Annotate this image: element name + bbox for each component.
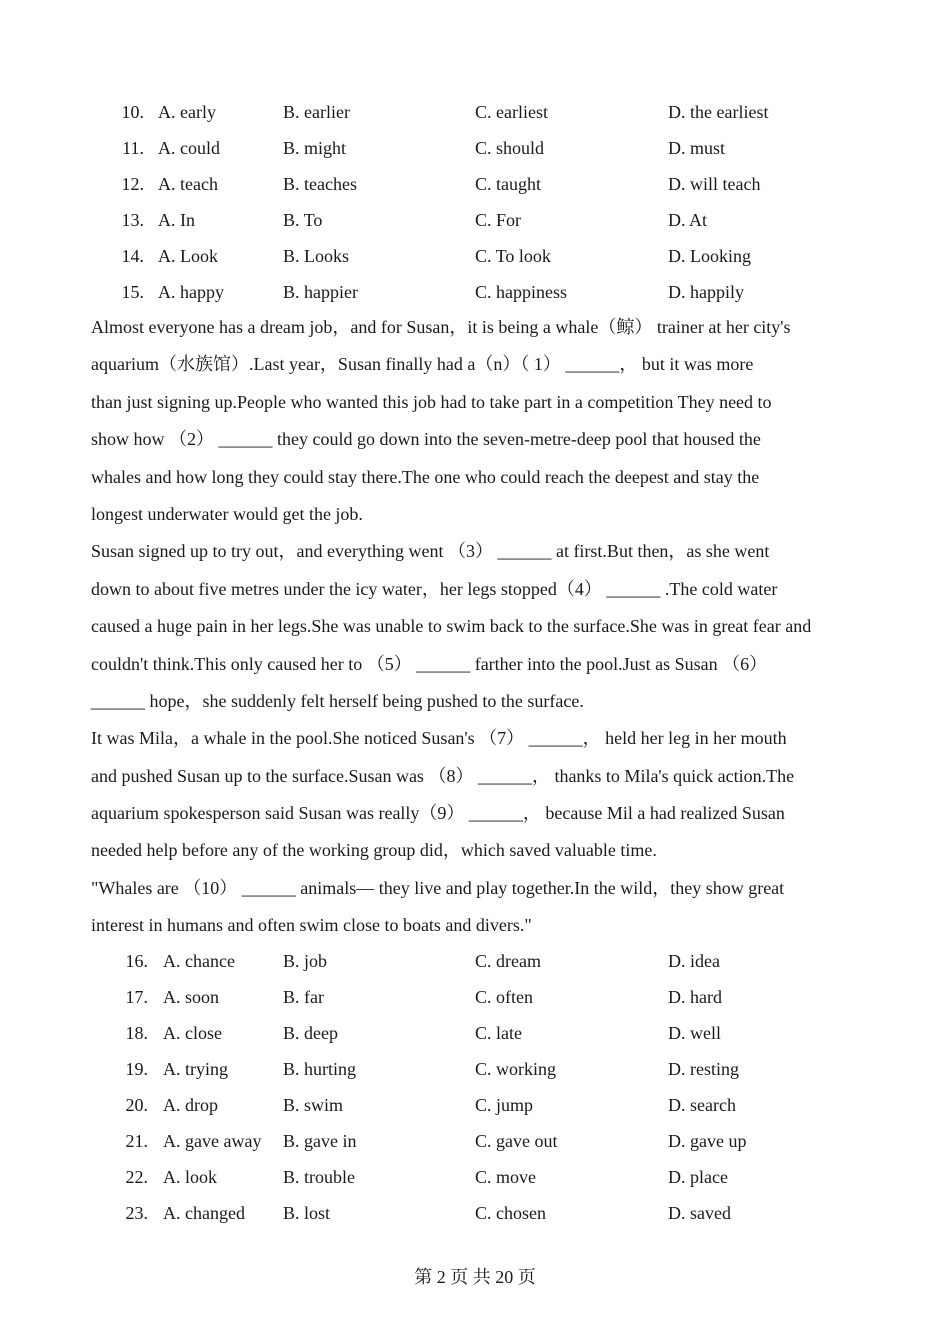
option-row	[0, 1159, 950, 1195]
option-d: D. search	[668, 1095, 736, 1115]
question-number: 17.	[125, 987, 148, 1007]
option-row	[0, 1195, 950, 1231]
option-c: C. dream	[475, 951, 541, 971]
option-c: C. late	[475, 1023, 522, 1043]
passage-line: than just signing up.People who wanted this job had to take part in a competition They need to	[91, 391, 772, 412]
option-d: D. resting	[668, 1059, 739, 1079]
option-a: A. look	[163, 1167, 217, 1187]
option-a: A. trying	[163, 1059, 228, 1079]
passage-line: caused a huge pain in her legs.She was unable to swim back to the surface.She was in great fear and	[91, 616, 812, 637]
passage-line: show how （2） ______ they could go down into the seven-metre-deep pool that housed the	[91, 429, 761, 450]
question-number: 21.	[125, 1131, 148, 1151]
option-d: D. will teach	[668, 174, 761, 194]
option-d: D. gave up	[668, 1131, 747, 1151]
option-d: D. must	[668, 138, 726, 158]
option-b: B. far	[283, 987, 324, 1007]
option-c: C. To look	[475, 246, 551, 266]
option-c: C. happiness	[475, 282, 567, 302]
option-a: A. early	[158, 102, 216, 122]
option-b: B. lost	[283, 1203, 331, 1223]
option-b: B. deep	[283, 1023, 338, 1043]
cloze-passage	[91, 309, 866, 945]
option-d: D. well	[668, 1023, 721, 1043]
option-b: B. hurting	[283, 1059, 357, 1079]
question-number: 10.	[121, 102, 144, 122]
passage-line: couldn't think.This only caused her to （5） ______ farther into the pool.Just as Susan （6）	[91, 653, 768, 674]
option-b: B. might	[283, 138, 347, 158]
option-a: A. chance	[163, 951, 235, 971]
option-d: D. Looking	[668, 246, 751, 266]
option-c: C. earliest	[475, 102, 548, 122]
option-b: B. Looks	[283, 246, 350, 266]
option-d: D. happily	[668, 282, 744, 302]
passage-line: aquarium spokesperson said Susan was really（9） ______， because Mil a had realized Susan	[91, 803, 785, 824]
option-b: B. trouble	[283, 1167, 355, 1187]
option-row	[0, 274, 950, 310]
option-d: D. idea	[668, 951, 720, 971]
option-a: A. gave away	[163, 1131, 262, 1151]
question-number: 20.	[125, 1095, 148, 1115]
passage-line: "Whales are （10） ______ animals— they live and play together.In the wild，they show great	[91, 877, 785, 898]
option-row	[0, 1051, 950, 1087]
option-row	[0, 1015, 950, 1051]
option-row	[0, 130, 950, 166]
passage-line: down to about five metres under the icy water，her legs stopped（4） ______ .The cold water	[91, 578, 778, 599]
option-d: D. At	[668, 210, 708, 230]
option-c: C. chosen	[475, 1203, 546, 1223]
option-a: A. drop	[163, 1095, 218, 1115]
option-b: B. swim	[283, 1095, 344, 1115]
passage-line: It was Mila，a whale in the pool.She noticed Susan's （7） ______， held her leg in her mouth	[91, 728, 787, 749]
option-row	[0, 166, 950, 202]
passage-line: and pushed Susan up to the surface.Susan was （8） ______， thanks to Mila's quick action.The	[91, 765, 795, 786]
option-a: A. close	[163, 1023, 222, 1043]
option-c: C. gave out	[475, 1131, 558, 1151]
passage-line: Almost everyone has a dream job，and for Susan，it is being a whale（鲸） trainer at her city's	[91, 317, 791, 337]
option-b: B. To	[283, 210, 323, 230]
question-number: 23.	[125, 1203, 148, 1223]
option-d: D. the earliest	[668, 102, 769, 122]
option-c: C. often	[475, 987, 533, 1007]
option-row	[0, 94, 950, 130]
option-a: A. could	[158, 138, 220, 158]
option-c: C. move	[475, 1167, 536, 1187]
option-c: C. should	[475, 138, 545, 158]
option-a: A. teach	[158, 174, 218, 194]
option-a: A. In	[158, 210, 195, 230]
option-b: B. earlier	[283, 102, 350, 122]
passage-line: longest underwater would get the job.	[91, 503, 363, 524]
question-number: 14.	[121, 246, 144, 266]
option-row	[0, 1087, 950, 1123]
option-a: A. happy	[158, 282, 224, 302]
option-a: A. Look	[158, 246, 218, 266]
question-number: 11.	[122, 138, 144, 158]
option-d: D. saved	[668, 1203, 731, 1223]
option-c: C. jump	[475, 1095, 534, 1115]
option-b: B. happier	[283, 282, 358, 302]
question-number: 22.	[125, 1167, 148, 1187]
option-c: C. taught	[475, 174, 541, 194]
option-row	[0, 943, 950, 979]
option-c: C. For	[475, 210, 522, 230]
option-a: A. changed	[163, 1203, 245, 1223]
option-row	[0, 202, 950, 238]
passage-line: needed help before any of the working group did，which saved valuable time.	[91, 840, 657, 861]
passage-line: interest in humans and often swim close to boats and divers."	[91, 915, 532, 936]
option-d: D. place	[668, 1167, 728, 1187]
question-number: 12.	[121, 174, 144, 194]
question-number: 13.	[121, 210, 144, 230]
option-d: D. hard	[668, 987, 722, 1007]
option-a: A. soon	[163, 987, 220, 1007]
option-row	[0, 238, 950, 274]
option-row	[0, 1123, 950, 1159]
passage-line: ______ hope，she suddenly felt herself being pushed to the surface.	[91, 690, 584, 711]
page-footer: 第 2 页 共 20 页	[414, 1267, 536, 1287]
option-b: B. gave in	[283, 1131, 357, 1151]
option-c: C. working	[475, 1059, 556, 1079]
question-number: 19.	[125, 1059, 148, 1079]
passage-line: aquarium（水族馆）.Last year，Susan finally had a（n）（ 1） ______， but it was more	[91, 354, 754, 375]
question-number: 16.	[125, 951, 148, 971]
question-number: 18.	[125, 1023, 148, 1043]
option-b: B. job	[283, 951, 328, 971]
option-row	[0, 979, 950, 1015]
option-b: B. teaches	[283, 174, 357, 194]
question-number: 15.	[121, 282, 144, 302]
passage-line: whales and how long they could stay there.The one who could reach the deepest and stay the	[91, 466, 760, 487]
passage-line: Susan signed up to try out，and everything went （3） ______ at first.But then，as she went	[91, 541, 770, 562]
